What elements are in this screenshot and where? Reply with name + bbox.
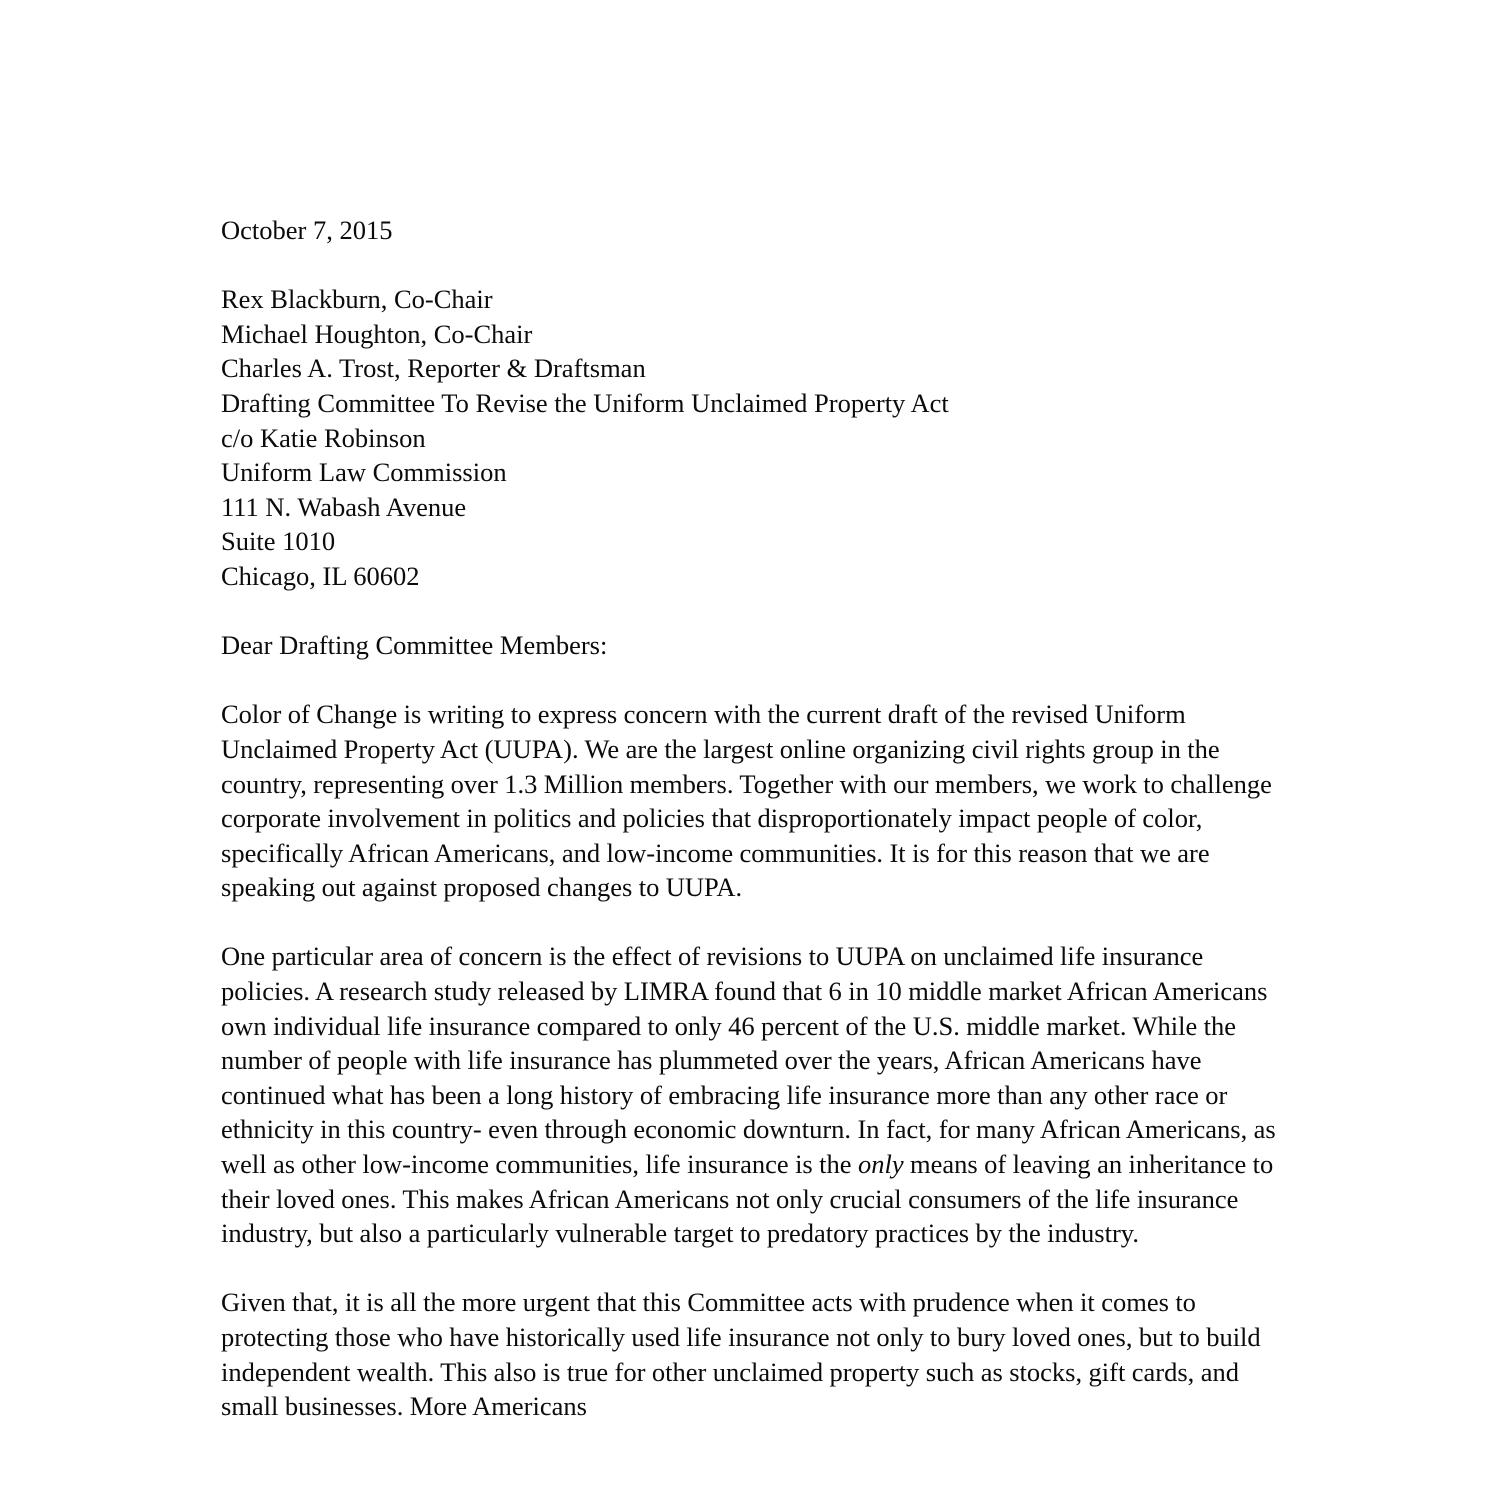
recipient-line: Drafting Committee To Revise the Uniform Unclaimed Property Act [221,387,949,418]
paragraph-2-text-before-emphasis: One particular area of concern is the effect of revisions to UUPA on unclaimed life insurance policies. A research study released by LIMRA found that 6 in 10 middle market African Americans own individual life insurance compared to only 46 percent of the U.S. middle market. While the number of people with life insurance has plummeted over the years, African Americans have continued what has been a long history of embracing life insurance more than any other race or ethnicity in this country- even through economic downturn. In fact, for many African Americans, as well as other low-income communities, life insurance is the [221,941,1276,1180]
emphasis-only: only [857,1149,904,1180]
paragraph-2-text-after-emphasis: means of leaving an inheritance to their loved ones. This makes African Americans not only crucial consumers of the life insurance industry, but also a particularly vulnerable target to predatory practices by the industry. [221,1149,1274,1249]
date-text: October 7, 2015 [221,215,393,245]
body-paragraph-3: Given that, it is all the more urgent that this Committee acts with prudence when it comes to protecting those who have historically used life insurance not only to bury loved ones, but to build independent wealth. This also is true for other unclaimed property such as stocks, gift cards, and small businesses. More Americans [221,1287,1261,1422]
spacer-after-address [221,594,1283,629]
recipient-line: 111 N. Wabash Avenue [221,491,467,522]
recipient-line: Michael Houghton, Co-Chair [221,318,533,349]
spacer-after-salutation [221,663,1283,698]
recipient-line: Rex Blackburn, Co-Chair [221,284,493,315]
date-line [221,213,1283,248]
spacer-between-p1-p2 [221,905,1283,940]
spacer-between-p2-p3 [221,1251,1283,1286]
body-paragraph-1: Color of Change is writing to express concern with the current draft of the revised Uniform Unclaimed Property Act (UUPA). We are the largest online organizing civil rights group in the country, representing over 1.3 Million members. Together with our members, we work to challenge corporate involvement in politics and policies that disproportionately impact people of color, specifically African Americans, and low-income communities. It is for this reason that we are speaking out against proposed changes to UUPA. [221,699,1272,903]
salutation-text: Dear Drafting Committee Members: [221,630,608,661]
recipient-line: Chicago, IL 60602 [221,560,420,591]
letter-body [221,213,1283,1424]
recipient-address-block [221,282,1283,593]
recipient-line: Uniform Law Commission [221,457,507,488]
recipient-line: c/o Katie Robinson [221,422,426,453]
spacer-after-date [221,248,1283,283]
salutation [221,628,1283,663]
recipient-line: Charles A. Trost, Reporter & Draftsman [221,353,646,384]
body-paragraph-2 [221,939,1283,1250]
recipient-line: Suite 1010 [221,526,336,557]
